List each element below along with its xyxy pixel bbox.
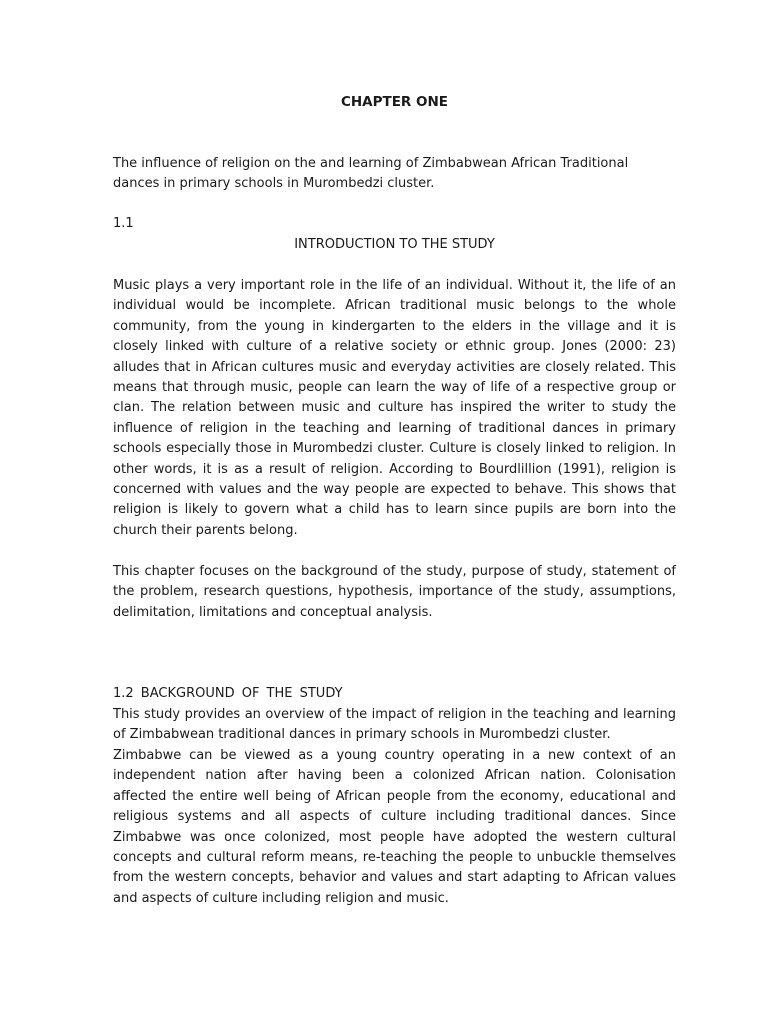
section-number: 1.1 <box>113 216 134 231</box>
introduction-heading: INTRODUCTION TO THE STUDY <box>294 237 495 252</box>
background-heading: 1.2 BACKGROUND OF THE STUDY <box>113 686 343 701</box>
background-overview-paragraph: This study provides an overview of the impact of religion in the teaching and learning of Zimbabwean traditional dances in primary schools in Murombedzi cluster. <box>113 707 676 743</box>
chapter-title: CHAPTER ONE <box>340 94 449 110</box>
introduction-paragraph: Music plays a very important role in the life of an individual. Without it, the life of an individual would be incomplete. African traditional music belongs to the whole community, from the young in kindergarten to the elders in the village and it is closely linked with culture of a relative society or ethnic group. Jones (2000: 23) alludes that in African cultures music and everyday activities are closely related. This means that through music, people can learn the way of life of a respective group or clan. The relation between music and culture has inspired the writer to study the influence of religion in the teaching and learning of traditional dances in primary schools especially those in Murombedzi cluster. Culture is closely linked to religion. In other words, it is as a result of religion. According to Bourdlillion (1991), religion is concerned with values and the way people are expected to behave. This shows that religion is likely to govern what a child has to learn since pupils are born into the church their parents belong. <box>113 278 676 538</box>
chapter-overview-paragraph: This chapter focuses on the background of the study, purpose of study, statement of the problem, research questions, hypothesis, importance of the study, assumptions, delimitation, limitations and conceptual analysis. <box>113 564 676 620</box>
research-title: The influence of religion on the and learning of Zimbabwean African Traditional dances in primary schools in Murombedzi cluster. <box>113 156 629 192</box>
background-context-paragraph: Zimbabwe can be viewed as a young country operating in a new context of an independent nation after having been a colonized African nation. Colonisation affected the entire well being of African people from the economy, educational and religious systems and all aspects of culture including traditional dances. Since Zimbabwe was once colonized, most people have adopted the western cultural concepts and cultural reform means, re-teaching the people to unbuckle themselves from the western concepts, behavior and values and start adapting to African values and aspects of culture including religion and music. <box>113 748 676 906</box>
